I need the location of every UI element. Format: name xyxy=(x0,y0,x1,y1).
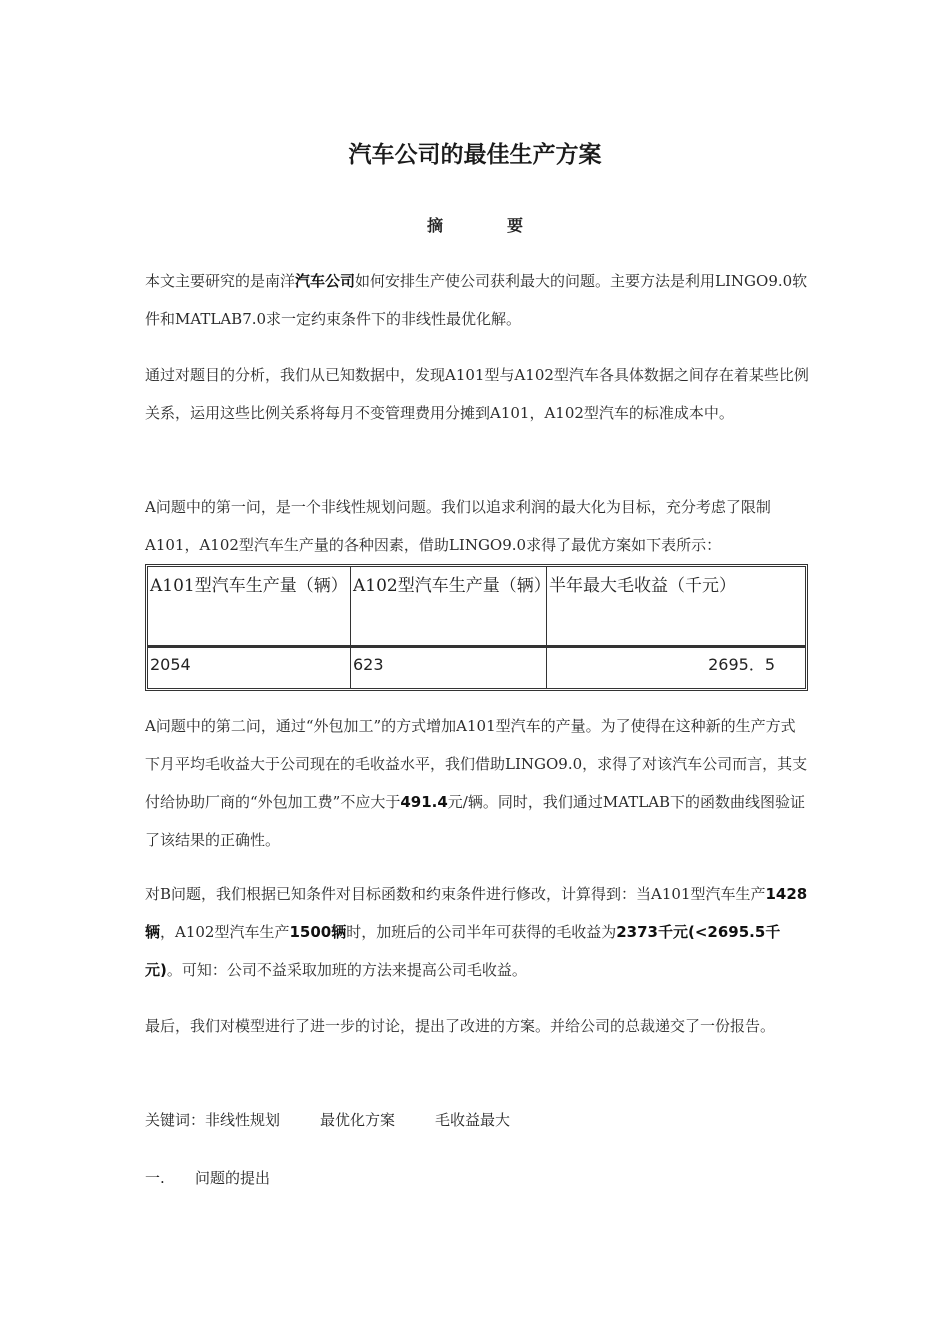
p4-bold-fee: 491.4 xyxy=(400,793,448,811)
p5-bold-a102: 1500辆 xyxy=(289,923,347,941)
p4-text-c: 元/辆。同时，我们通过MATLAB下的函数曲线图验证了该结果的正确性。 xyxy=(145,793,806,849)
section-title: 问题的提出 xyxy=(195,1169,271,1187)
abstract-heading xyxy=(0,213,950,236)
keyword-item: 非线性规划 xyxy=(205,1111,281,1129)
result-table xyxy=(145,564,808,691)
p1-text-a: 本文主要研究的是南洋 xyxy=(145,272,296,290)
section-number: 一. xyxy=(145,1169,165,1187)
abstract-paragraph-5 xyxy=(145,875,810,989)
table-cell-a101: 2054 xyxy=(148,648,351,688)
abstract-paragraph-6: 最后，我们对模型进行了进一步的讨论，提出了改进的方案。并给公司的总裁递交了一份报告。 xyxy=(145,1017,776,1035)
abstract-paragraph-2: 通过对题目的分析，我们从已知数据中，发现A101型与A102型汽车各具体数据之间存在着某些比例关系，运用这些比例关系将每月不变管理费用分摊到A101，A102型汽车的标准成本中。 xyxy=(145,366,809,422)
p5-bold-a101: 1428辆 xyxy=(145,885,808,941)
p5-text-e: 时，加班后的公司半年可获得的毛收益为 xyxy=(346,923,617,941)
p4-text-a: A问题中的第二问，通过“外包加工”的方式增加A101型汽车的产量。为了使得在这种新的生产方式下月平均毛收益大于公司现在的毛收益水平，我们借助LINGO9.0，求得了对该汽车公司而言，其支付给协助厂商的“外包加工费”不应大于 xyxy=(145,717,808,811)
abstract-heading-char-2: 要 xyxy=(507,216,524,235)
p1-text-c: 如何安排生产使公司获利最大的问题。主要方法是利用LINGO9.0软件和MATLAB7.0求一定约束条件下的非线性最优化解。 xyxy=(145,272,808,328)
table-row xyxy=(148,648,805,688)
abstract-paragraph-4 xyxy=(145,707,810,859)
p5-text-g: 。可知：公司不益采取加班的方法来提高公司毛收益。 xyxy=(166,961,527,979)
table-header-a102: A102型汽车生产量（辆） xyxy=(351,567,547,648)
table-cell-revenue: 2695．5 xyxy=(708,655,775,674)
table-header-a101: A101型汽车生产量（辆） xyxy=(148,567,351,648)
abstract-paragraph-3: A问题中的第一问，是一个非线性规划问题。我们以追求利润的最大化为目标，充分考虑了限制A101，A102型汽车生产量的各种因素，借助LINGO9.0求得了最优方案如下表所示： xyxy=(145,498,771,554)
keywords-label: 关键词： xyxy=(145,1111,206,1129)
table-header-row xyxy=(148,567,805,648)
p5-text-c: ，A102型汽车生产 xyxy=(160,923,290,941)
section-heading xyxy=(145,1159,270,1197)
keyword-item: 毛收益最大 xyxy=(435,1111,511,1129)
document-title: 汽车公司的最佳生产方案 xyxy=(348,142,602,168)
p5-bold-revenue: 2373千元(<2695.5千元) xyxy=(145,923,781,979)
keyword-item: 最优化方案 xyxy=(320,1111,396,1129)
abstract-heading-char-1: 摘 xyxy=(426,216,443,235)
p1-bold-company: 汽车公司 xyxy=(295,272,356,290)
table-header-revenue: 半年最大毛收益（千元） xyxy=(547,567,805,648)
table-cell-a102: 623 xyxy=(351,648,547,688)
p5-text-a: 对B问题，我们根据已知条件对目标函数和约束条件进行修改，计算得到：当A101型汽车生产 xyxy=(145,885,766,903)
abstract-paragraph-1 xyxy=(145,262,810,338)
keywords-line xyxy=(145,1101,550,1139)
